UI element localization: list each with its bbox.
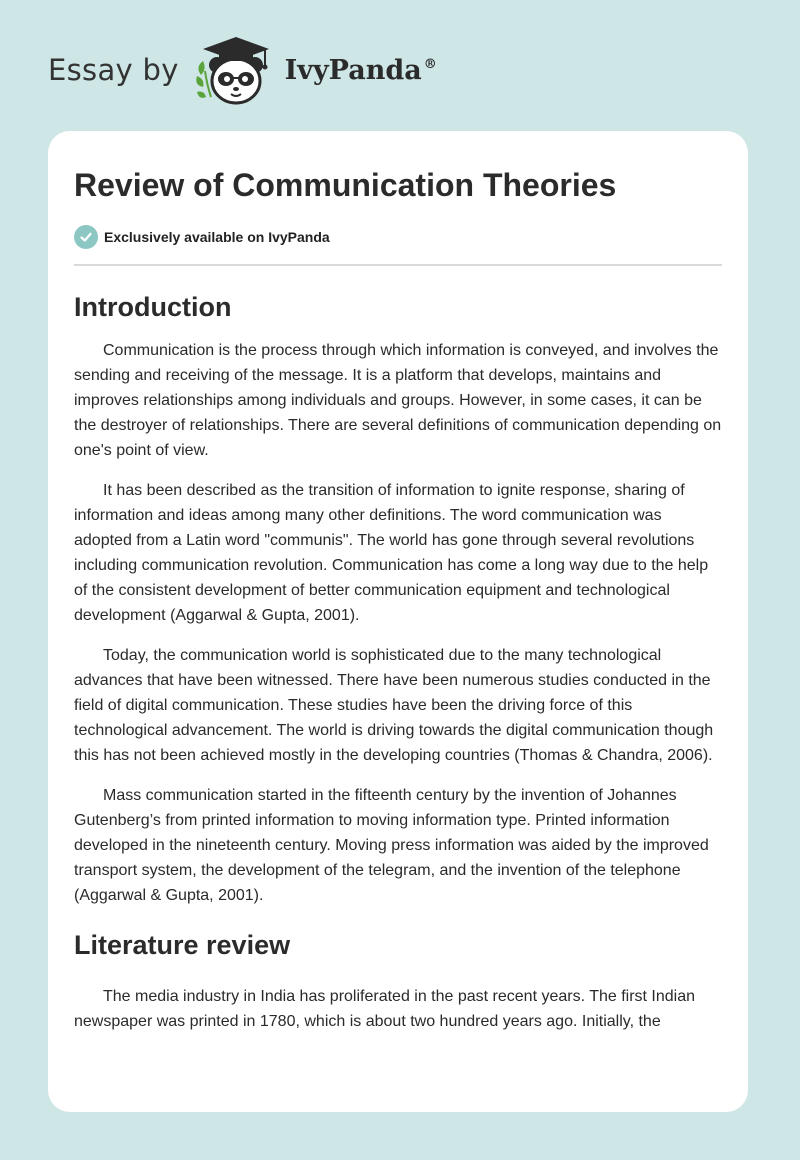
checkmark-circle-icon: [74, 225, 98, 249]
essay-by-label: Essay by: [48, 53, 179, 87]
exclusive-label: Exclusively available on IvyPanda: [104, 229, 330, 245]
page-title: Review of Communication Theories: [74, 167, 617, 203]
paragraph: Mass communication started in the fifteenth century by the invention of Johannes Gutenberg’s from printed information to moving information type. Printed information developed in the nineteenth century. Moving press information was aided by the improved transport system, the development of the telegram, and the invention of the telephone (Aggarwal & Gupta, 2001).: [74, 787, 709, 904]
paragraph: The media industry in India has proliferated in the past recent years. The first Indian newspaper was printed in 1780, which is about two hundred years ago. Initially, the: [74, 988, 696, 1030]
brand-logo-text[interactable]: [285, 55, 437, 86]
brand-name: IvyPanda: [284, 54, 422, 86]
paragraph: It has been described as the transition of information to ignite response, sharing of information and ideas among many other definitions. The word communication was adopted from a Latin word "communis". The world has gone through several revolutions including communication revolution. Communication has come a long way due to the help of the consistent development of better communication equipment and technological development (Aggarwal & Gupta, 2001).: [74, 482, 709, 624]
panda-graduate-logo-icon[interactable]: [193, 31, 275, 109]
section-heading-literature-review: Literature review: [74, 930, 291, 960]
paragraph: Today, the communication world is sophisticated due to the many technological advances that have been witnessed. There have been numerous studies conducted in the field of digital communication. These studies have been the driving force of this technological advancement. The world is driving towards the digital communication though this has not been achieved mostly in the developing countries (Thomas & Chandra, 2006).: [74, 647, 714, 764]
divider: [74, 264, 722, 266]
paragraph: Communication is the process through which information is conveyed, and involves the sending and receiving of the message. It is a platform that develops, maintains and improves relationships among individuals and groups. However, in some cases, it can be the destroyer of relationships. There are several definitions of communication depending on one's point of view.: [74, 342, 722, 459]
registered-mark: ®: [423, 56, 437, 72]
site-header: [48, 30, 437, 110]
exclusive-badge: [74, 224, 722, 250]
section-heading-introduction: Introduction: [74, 292, 232, 322]
essay-card: [48, 131, 748, 1112]
